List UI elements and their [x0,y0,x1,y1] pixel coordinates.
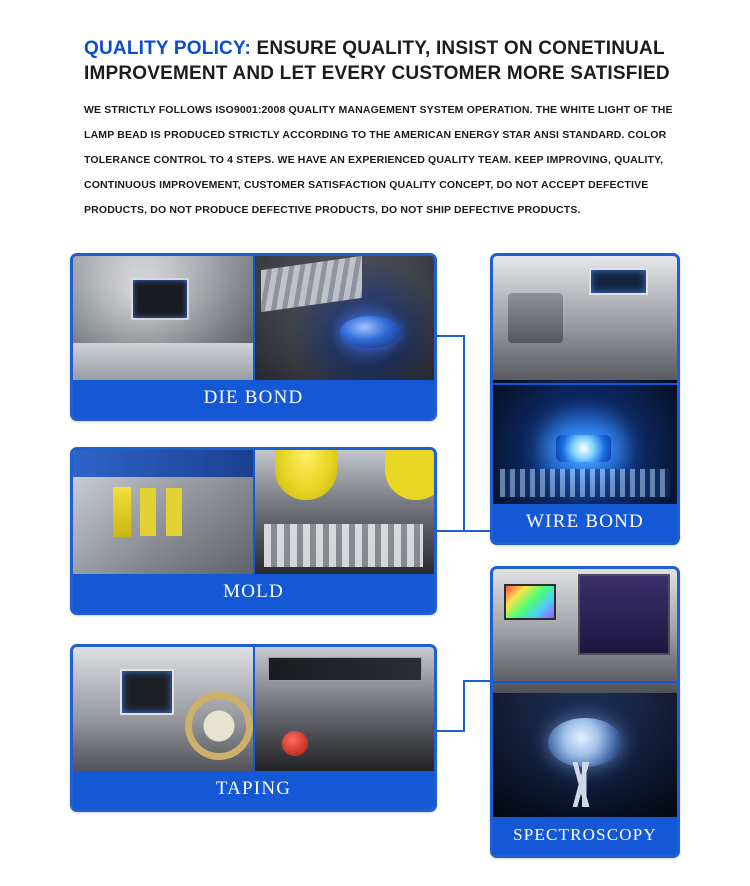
wire-bond-photos [493,256,677,504]
connector-taping-horizontal [435,730,465,732]
process-card-die-bond[interactable] [70,253,437,421]
taping-photo-divider [253,647,255,771]
quality-policy-heading-rest: ENSURE QUALITY, INSIST ON CONETINUAL IMPROVEMENT AND LET EVERY CUSTOMER MORE SATISFIED [84,38,670,84]
spectroscopy-photo-divider [493,681,677,683]
wire-bond-photo-bottom [493,380,677,504]
quality-policy-heading-highlight: QUALITY POLICY: [84,38,251,59]
connector-vertical-lower [463,680,465,732]
wire-bond-photo-top [493,256,677,380]
process-card-mold[interactable] [70,447,437,615]
page-title [84,36,674,86]
quality-policy-heading [84,36,674,86]
spectroscopy-photo-bottom [493,693,677,817]
spectroscopy-photo-top [493,569,677,693]
process-card-taping[interactable] [70,644,437,812]
process-card-spectroscopy[interactable] [490,566,680,858]
mold-photo-right [254,450,435,574]
quality-policy-body: WE STRICTLY FOLLOWS ISO9001:2008 QUALITY MANAGEMENT SYSTEM OPERATION. THE WHITE LIGHT OF THE LAMP BEAD IS PRODUCED STRICTLY ACCORDING TO THE AMERICAN ENERGY STAR ANSI STANDARD. COLOR TOLERANCE CONTROL TO 4 STEPS. WE HAVE AN EXPERIENCED QUALITY TEAM. KEEP IMPROVING, QUALITY, CONTINUOUS IMPROVEMENT, CUSTOMER SATISFACTION QUALITY CONCEPT, DO NOT ACCEPT DEFECTIVE PRODUCTS, DO NOT PRODUCE DEFECTIVE PRODUCTS, DO NOT SHIP DEFECTIVE PRODUCTS. [84,104,673,216]
taping-photo-left [73,647,254,771]
spectroscopy-photos [493,569,677,817]
die-bond-photo-divider [253,256,255,380]
process-card-mold-label: MOLD [73,574,434,612]
connector-die-to-wire-horizontal [435,335,465,337]
connector-spectroscopy-feed [463,680,490,682]
mold-photo-divider [253,450,255,574]
die-bond-photo-left [73,256,254,380]
process-card-taping-label: TAPING [73,771,434,809]
mold-photo-left [73,450,254,574]
connector-mold-to-wire-horizontal [435,530,465,532]
process-card-spectroscopy-label: SPECTROSCOPY [493,817,677,855]
taping-photo-right [254,647,435,771]
die-bond-photo-right [254,256,435,380]
connector-vertical-upper [463,335,465,532]
wire-bond-photo-divider [493,383,677,385]
process-flow-diagram [0,240,750,880]
connector-wire-feed [463,530,490,532]
process-card-wire-bond[interactable] [490,253,680,545]
process-card-wire-bond-label: WIRE BOND [493,504,677,542]
process-card-die-bond-label: DIE BOND [73,380,434,418]
